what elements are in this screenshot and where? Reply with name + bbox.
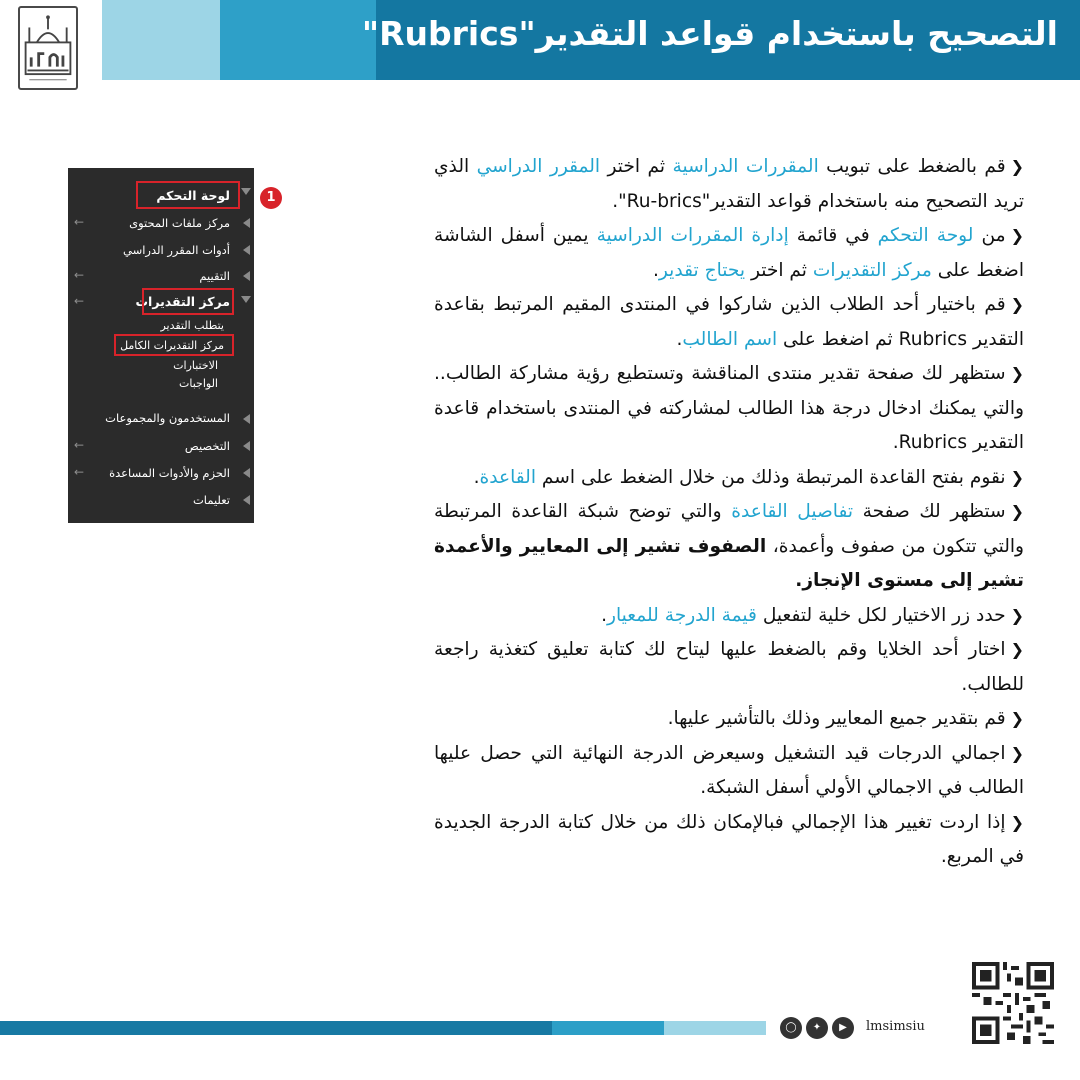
step-number-badge: 1: [260, 187, 282, 209]
caret-down-icon: [241, 188, 251, 195]
arrow-left-icon: ←: [74, 294, 85, 308]
chevron-bullet-icon: ❮: [1010, 743, 1024, 763]
menu-item-packages-utilities[interactable]: الحزم والأدوات المساعدة: [109, 466, 230, 480]
menu-item-grade-center[interactable]: مركز التقديرات: [135, 294, 230, 309]
youtube-icon[interactable]: ▶: [832, 1017, 854, 1039]
instruction-step: [434, 288, 1024, 357]
caret-left-icon: [243, 245, 250, 255]
university-logo: [18, 6, 78, 90]
instruction-step: [434, 806, 1024, 875]
submenu-full-grade-center[interactable]: مركز التقديرات الكامل: [120, 339, 224, 352]
highlight-text: القاعدة: [479, 466, 536, 488]
social-handle[interactable]: lmsimsiu: [866, 1019, 925, 1034]
caret-left-icon: [243, 495, 250, 505]
menu-item-course-tools[interactable]: أدوات المقرر الدراسي: [123, 243, 230, 257]
instagram-icon[interactable]: ◯: [780, 1017, 802, 1039]
menu-item-customization[interactable]: التخصيص: [184, 439, 230, 453]
menu-item-users-groups[interactable]: المستخدمون والمجموعات: [105, 411, 230, 425]
header-band-mid: [220, 0, 376, 80]
text-run: من: [973, 225, 1006, 246]
chevron-bullet-icon: ❮: [1010, 295, 1024, 314]
text-run: الذي تريد التصحيح منه باستخدام قواعد التقدير"Ru-brics".: [434, 156, 1024, 212]
arrow-left-icon: ←: [74, 215, 85, 229]
qr-code-icon: [972, 962, 1054, 1044]
text-run: .: [676, 328, 683, 350]
mosque-logo-icon: [20, 8, 76, 88]
highlight-box-control-panel: [136, 181, 240, 209]
text-run: .: [601, 604, 608, 626]
chevron-bullet-icon: ❮: [1010, 812, 1024, 832]
instruction-step: [434, 219, 1024, 288]
text-run: نقوم بفتح القاعدة المرتبطة وذلك من خلال الضغط على اسم: [536, 466, 1006, 488]
instruction-step: [434, 357, 1024, 461]
chevron-bullet-icon: ❮: [1010, 502, 1024, 521]
instruction-step: [434, 599, 1024, 634]
submenu-tests[interactable]: الاختبارات: [173, 359, 218, 372]
footer-band-mid: [552, 1021, 664, 1035]
text-run: ستظهر لك صفحة: [853, 501, 1006, 522]
chevron-bullet-icon: ❮: [1010, 467, 1024, 487]
text-run: ثم اختر: [600, 156, 673, 177]
instructions-text: [434, 150, 1024, 875]
chevron-bullet-icon: ❮: [1010, 640, 1024, 659]
text-run: .: [473, 466, 480, 488]
text-run: قم بالضغط على تبويب: [818, 156, 1006, 177]
caret-left-icon: [243, 271, 250, 281]
instruction-step: [434, 702, 1024, 737]
caret-left-icon: [243, 414, 250, 424]
instruction-step: [434, 150, 1024, 219]
footer-band-dark: [0, 1021, 552, 1035]
chevron-bullet-icon: ❮: [1010, 157, 1024, 176]
highlight-text: مركز التقديرات: [812, 259, 932, 281]
chevron-bullet-icon: ❮: [1010, 364, 1024, 383]
instruction-step: [434, 461, 1024, 496]
highlight-text: اسم الطالب: [682, 328, 778, 350]
text-run: اختار أحد الخلايا وقم بالضغط عليها ليتاح لك كتابة تعليق كتغذية راجعة للطالب.: [434, 639, 1024, 695]
chevron-bullet-icon: ❮: [1010, 709, 1024, 728]
page-title: التصحيح باستخدام قواعد التقدير"Rubrics": [361, 14, 1058, 53]
instruction-step: [434, 633, 1024, 702]
footer-band-light: [664, 1021, 766, 1035]
highlight-text: يحتاج تقدير: [658, 259, 746, 281]
menu-item-control-panel[interactable]: لوحة التحكم: [156, 188, 230, 203]
control-panel-menu: [68, 168, 254, 523]
highlight-text: إدارة المقررات الدراسية: [596, 225, 789, 246]
menu-item-evaluation[interactable]: التقييم: [199, 269, 230, 283]
text-run: والتي توضح شبكة القاعدة المرتبطة والتي تتكون من صفوف وأعمدة،: [434, 501, 1025, 557]
text-run: قم بتقدير جميع المعايير وذلك بالتأشير عليها.: [667, 708, 1006, 729]
text-run: يمين أسفل الشاشة اضغط على: [434, 225, 1024, 281]
caret-left-icon: [243, 441, 250, 451]
menu-item-content-files[interactable]: مركز ملفات المحتوى: [129, 216, 230, 230]
submenu-assignments[interactable]: الواجبات: [179, 377, 218, 390]
chevron-bullet-icon: ❮: [1010, 605, 1024, 625]
text-run: اجمالي الدرجات قيد التشغيل وسيعرض الدرجة النهائية التي حصل عليها الطالب في الاجمالي الأولي أسفل الشبكة.: [434, 742, 1024, 798]
submenu-needs-grading[interactable]: يتطلب التقدير: [160, 319, 224, 332]
social-icons: [780, 1017, 854, 1039]
caret-left-icon: [243, 468, 250, 478]
caret-left-icon: [243, 218, 250, 228]
highlight-text: قيمة الدرجة للمعيار: [607, 604, 757, 626]
highlight-text: لوحة التحكم: [877, 225, 974, 246]
highlight-box-grade-center: [142, 288, 234, 315]
highlight-text: المقرر الدراسي: [476, 156, 601, 177]
text-run: إذا اردت تغيير هذا الإجمالي فبالإمكان ذلك من خلال كتابة الدرجة الجديدة في المربع.: [434, 811, 1024, 867]
arrow-left-icon: ←: [74, 268, 85, 282]
arrow-left-icon: ←: [74, 438, 85, 452]
arrow-left-icon: ←: [74, 465, 85, 479]
twitter-icon[interactable]: ✦: [806, 1017, 828, 1039]
instruction-step: [434, 495, 1024, 599]
text-run: ثم اختر: [745, 259, 813, 281]
text-run: قم باختيار أحد الطلاب الذين شاركوا في المنتدى المقيم المرتبط بقاعدة التقدير Rubrics ثم اضغط على: [434, 294, 1024, 350]
highlight-box-full-grade-center: [114, 334, 234, 356]
text-run: في قائمة: [788, 225, 878, 246]
header-band-light: [102, 0, 220, 80]
chevron-bullet-icon: ❮: [1010, 226, 1024, 245]
text-run: حدد زر الاختيار لكل خلية لتفعيل: [756, 604, 1006, 626]
text-run: ستظهر لك صفحة تقدير منتدى المناقشة وتستطيع رؤية مشاركة الطالب.. والتي يمكنك ادخال درجة هذا الطالب لمشاركته في المنتدى باستخدام قاعدة التقدير Rubrics.: [434, 363, 1024, 453]
text-run: .: [653, 259, 659, 281]
caret-down-icon: [241, 296, 251, 303]
highlight-text: تفاصيل القاعدة: [731, 501, 854, 522]
highlight-text: المقررات الدراسية: [672, 156, 819, 177]
menu-item-help[interactable]: تعليمات: [192, 493, 230, 507]
bold-text: الصفوف تشير إلى المعايير والأعمدة تشير إلى مستوى الإنجاز.: [434, 535, 1024, 591]
instruction-step: [434, 737, 1024, 806]
